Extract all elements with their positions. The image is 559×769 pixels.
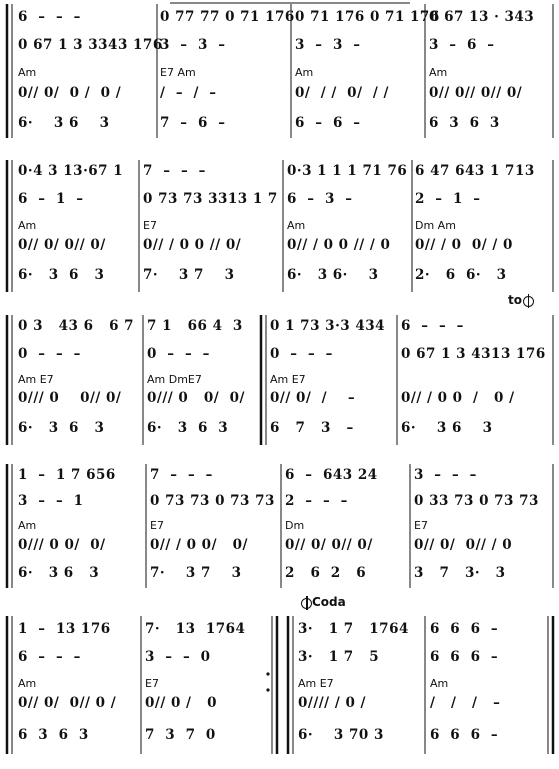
cell: 6 – 3 – — [287, 191, 353, 207]
cell: 0// / 0 0 // / 0 — [287, 237, 391, 253]
cell: 6 – 1 – — [18, 191, 84, 207]
cell: 2 – 1 – — [415, 191, 481, 207]
chord-symbol: Dm — [285, 519, 305, 532]
system-4-chords — [0, 520, 559, 534]
cell: 6 – – – — [401, 318, 464, 334]
system-4-row-1 — [0, 464, 559, 488]
cell: 0·4 3 13·67 1 — [18, 163, 124, 179]
system-1-row-4 — [0, 82, 559, 106]
chord-symbol: Dm Am — [415, 219, 456, 232]
chord-symbol: Am — [429, 66, 448, 79]
cell: 0 – – – — [18, 346, 81, 362]
cell: 6 6 6 – — [430, 621, 499, 637]
cell: 0 – – – — [147, 346, 210, 362]
cell: 7· 3 7 3 — [143, 267, 235, 283]
coda-icon — [300, 596, 312, 610]
cell: 2 6 2 6 — [285, 565, 367, 581]
cell: 0 1 73 3·3 434 — [270, 318, 386, 334]
chord-symbol: Am — [430, 677, 449, 690]
cell: 1 – 13 176 — [18, 621, 111, 637]
system-5-row-2 — [0, 646, 559, 670]
cell: 3 – 6 – — [429, 37, 495, 53]
chord-symbol: Am — [18, 677, 37, 690]
system-5 — [0, 614, 559, 764]
cell: 6· 3 6 3 — [401, 420, 493, 436]
system-4 — [0, 462, 559, 592]
cell: 1 – 1 7 656 — [18, 467, 116, 483]
cell: 7· 13 1764 — [145, 621, 246, 637]
cell: 6· 3 6 3 — [18, 115, 110, 131]
system-3-row-5 — [0, 417, 559, 441]
chord-symbol: Am — [18, 519, 37, 532]
cell: 3 – 3 – — [295, 37, 361, 53]
cell: 0// 0 / 0 — [145, 695, 217, 711]
cell: 0 73 73 0 73 73 — [150, 493, 275, 509]
system-3-row-1 — [0, 315, 559, 339]
cell: 0 67 1 3 3343 176 — [18, 37, 163, 53]
cell: 6 – – – — [18, 9, 81, 25]
cell: 0 77 77 0 71 176 — [160, 9, 295, 25]
cell: 0 67 13 · 343 — [429, 9, 535, 25]
system-5-row-5 — [0, 724, 559, 748]
coda-icon — [522, 294, 534, 308]
to-coda-marker — [508, 293, 534, 308]
cell: 6 47 643 1 713 — [415, 163, 535, 179]
cell: 0// 0// 0// 0/ — [429, 85, 523, 101]
system-3-chords — [0, 374, 559, 388]
system-5-chords — [0, 678, 559, 692]
cell: 0// 0/ 0 / 0 / — [18, 85, 122, 101]
cell: 0/ / / 0/ / / — [295, 85, 389, 101]
cell: / / / – — [430, 695, 501, 711]
cell: 0 33 73 0 73 73 — [414, 493, 539, 509]
cell: 6· 3 6· 3 — [287, 267, 379, 283]
cell: 0 67 1 3 4313 176 — [401, 346, 546, 362]
chord-symbol: E7 — [150, 519, 164, 532]
chord-symbol: E7 — [145, 677, 159, 690]
chord-symbol: E7 — [143, 219, 157, 232]
system-2-row-1 — [0, 160, 559, 184]
cell: 0// 0/ 0// 0 / — [18, 695, 117, 711]
cell: / – / – — [160, 85, 217, 101]
cell: 0// / 0 0/ 0/ — [150, 537, 248, 553]
chord-symbol: E7 Am — [160, 66, 196, 79]
cell: 3· 1 7 1764 — [298, 621, 409, 637]
system-1-chords — [0, 67, 559, 81]
system-5-row-1 — [0, 618, 559, 642]
system-2 — [0, 158, 559, 298]
cell: 0// 0/ 0// / 0 — [414, 537, 513, 553]
cell: 2 – – – — [285, 493, 348, 509]
cell: 3· 1 7 5 — [298, 649, 380, 665]
cell: 6 3 6 3 — [18, 727, 89, 743]
cell: 7 1 66 4 3 — [147, 318, 243, 334]
cell: 3 7 3· 3 — [414, 565, 506, 581]
chord-symbol: Am E7 — [298, 677, 334, 690]
cell: 0 73 73 3313 1 7 — [143, 191, 278, 207]
chord-symbol: Am E7 — [270, 373, 306, 386]
chord-symbol: Am E7 — [18, 373, 54, 386]
cell: 7 – – – — [150, 467, 213, 483]
cell: 0// / 0 0/ / 0 — [415, 237, 513, 253]
system-3 — [0, 313, 559, 453]
cell: 0 71 176 0 71 176 — [295, 9, 440, 25]
coda-marker — [300, 595, 346, 610]
system-4-row-4 — [0, 534, 559, 558]
chord-symbol: Am — [287, 219, 306, 232]
cell: 0 – – – — [270, 346, 333, 362]
system-5-row-4 — [0, 692, 559, 716]
cell: 0·3 1 1 1 71 76 — [287, 163, 408, 179]
cell: 0// 0/ 0// 0/ — [285, 537, 373, 553]
cell: 0// / 0 0 / 0 / — [401, 390, 515, 406]
cell: 6 7 3 – — [270, 420, 354, 436]
system-2-row-2 — [0, 188, 559, 212]
cell: 7 – 6 – — [160, 115, 226, 131]
cell: 6 – 643 24 — [285, 467, 378, 483]
cell: 6 – – – — [18, 649, 81, 665]
system-4-row-2 — [0, 490, 559, 514]
cell: 6 6 6 – — [430, 649, 499, 665]
system-1 — [0, 0, 559, 140]
cell: 3 – – – — [414, 467, 477, 483]
cell: 3 – 3 – — [160, 37, 226, 53]
cell: 0/// 0 0// 0/ — [18, 390, 122, 406]
cell: 0 3 43 6 6 7 — [18, 318, 135, 334]
cell: 7· 3 7 3 — [150, 565, 242, 581]
cell: 7 3 7 0 — [145, 727, 216, 743]
cell: 6 3 6 3 — [429, 115, 500, 131]
cell: 2· 6 6· 3 — [415, 267, 507, 283]
cell: 6· 3 70 3 — [298, 727, 384, 743]
cell: 6· 3 6 3 — [147, 420, 229, 436]
system-4-row-5 — [0, 562, 559, 586]
cell: 0//// / 0 / — [298, 695, 366, 711]
cell: 0// 0/ / – — [270, 390, 356, 406]
cell: 0/// 0 0/ 0/ — [147, 390, 245, 406]
coda-label: Coda — [312, 595, 346, 609]
system-3-row-2 — [0, 343, 559, 367]
cell: 6 6 6 – — [430, 727, 499, 743]
chord-symbol: E7 — [414, 519, 428, 532]
system-2-row-5 — [0, 264, 559, 288]
cell: 6· 3 6 3 — [18, 565, 100, 581]
cell: 6· 3 6 3 — [18, 420, 105, 436]
chord-symbol: Am — [18, 66, 37, 79]
cell: 3 – – 1 — [18, 493, 84, 509]
cell: 6· 3 6 3 — [18, 267, 105, 283]
system-3-row-4 — [0, 387, 559, 411]
to-coda-label: to — [508, 293, 522, 307]
chord-symbol: Am DmE7 — [147, 373, 202, 386]
cell: 0/// 0 0/ 0/ — [18, 537, 106, 553]
system-1-row-2 — [0, 34, 559, 58]
cell: 7 – – – — [143, 163, 206, 179]
system-1-row-1 — [0, 6, 559, 30]
system-1-row-5 — [0, 112, 559, 136]
system-2-chords — [0, 220, 559, 234]
chord-symbol: Am — [295, 66, 314, 79]
cell: 0// / 0 0 // 0/ — [143, 237, 242, 253]
system-2-row-4 — [0, 234, 559, 258]
cell: 6 – 6 – — [295, 115, 361, 131]
chord-symbol: Am — [18, 219, 37, 232]
cell: 0// 0/ 0// 0/ — [18, 237, 106, 253]
cell: 3 – – 0 — [145, 649, 211, 665]
